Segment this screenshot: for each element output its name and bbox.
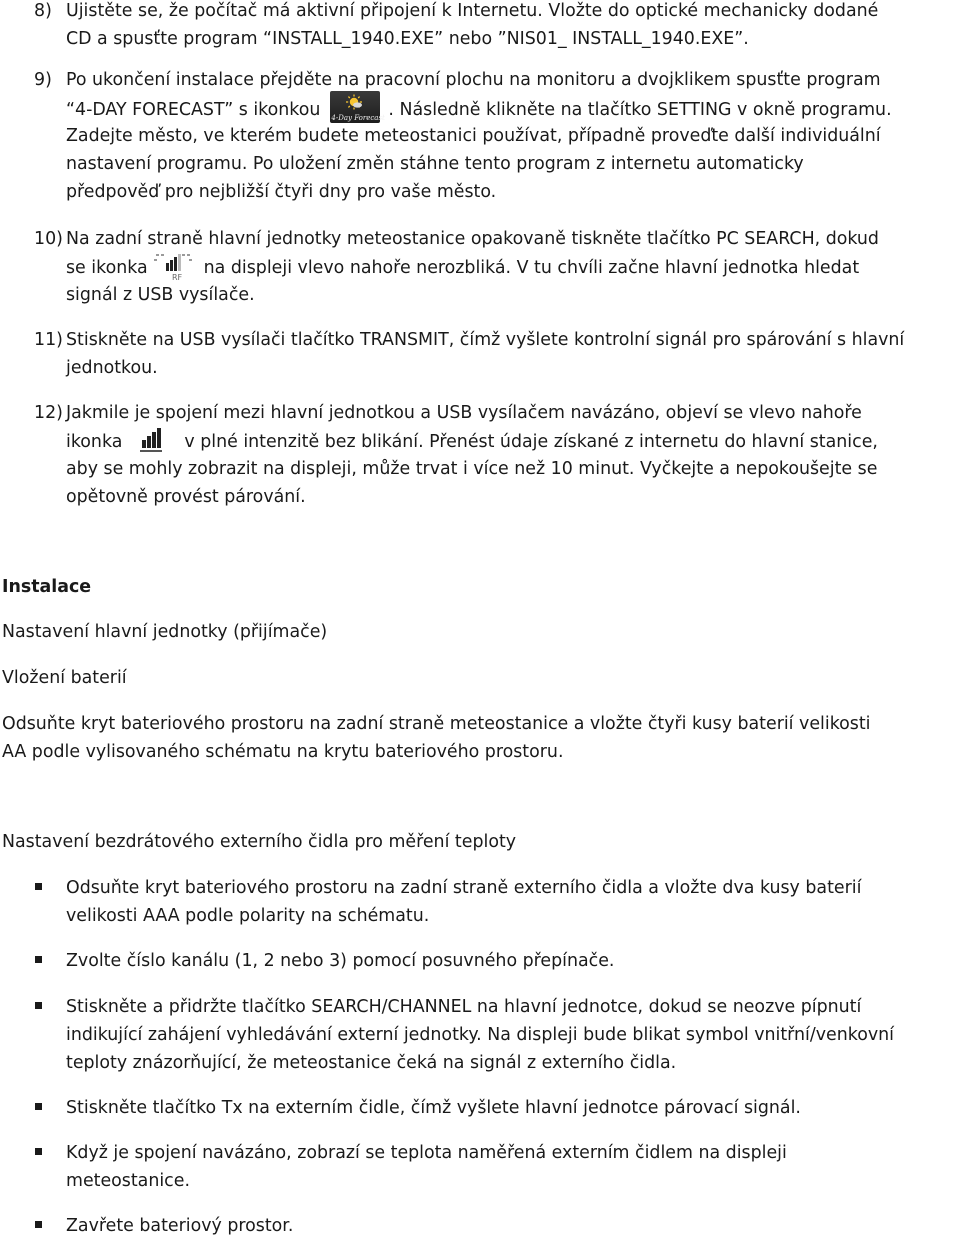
battery-paragraph bbox=[2, 710, 942, 766]
step-line: Jakmile je spojení mezi hlavní jednotkou a USB vysílačem navázáno, objeví se vlevo nahoře bbox=[66, 403, 862, 423]
step-line: Zadejte město, ve kterém budete meteostanici používat, případně proveďte další individuální bbox=[66, 126, 881, 146]
step-number: 9) bbox=[34, 70, 52, 90]
bullet-text bbox=[66, 874, 946, 930]
step-line: opětovně provést párování. bbox=[66, 487, 306, 507]
step-line: Po ukončení instalace přejděte na pracovní plochu na monitoru a dvojklikem spusťte program bbox=[66, 70, 881, 90]
bullet-line: Zvolte číslo kanálu (1, 2 nebo 3) pomocí posuvného přepínače. bbox=[66, 951, 615, 971]
step-number: 10) bbox=[34, 229, 63, 249]
bullet-line: Stiskněte a přidržte tlačítko SEARCH/CHANNEL na hlavní jednotce, dokud se neozve pípnutí bbox=[66, 997, 862, 1017]
paragraph-line: AA podle vylisovaného schématu na krytu bateriového prostoru. bbox=[2, 742, 564, 762]
icon-caption: 4-Day Forecast bbox=[331, 114, 385, 122]
bullet-line: meteostanice. bbox=[66, 1171, 190, 1191]
step-number: 11) bbox=[34, 330, 63, 350]
step-body bbox=[66, 66, 960, 206]
bullet-line: teploty znázorňující, že meteostanice čeká na signál z externího čidla. bbox=[66, 1053, 677, 1073]
step-line-before-icon: ikonka bbox=[66, 432, 123, 452]
step-number: 12) bbox=[34, 403, 63, 423]
bullet-marker bbox=[35, 1002, 42, 1009]
bullet-marker bbox=[35, 1148, 42, 1155]
bullet-marker bbox=[35, 883, 42, 890]
step-line: signál z USB vysílače. bbox=[66, 285, 255, 305]
4-day-forecast-icon bbox=[330, 91, 385, 123]
sensor-heading: Nastavení bezdrátového externího čidla pro měření teploty bbox=[2, 832, 517, 852]
step-line-after-icon: na displeji vlevo nahoře nerozbliká. V tu chvíli začne hlavní jednotka hledat bbox=[203, 258, 860, 278]
bullet-line: Když je spojení navázáno, zobrazí se teplota naměřená externím čidlem na displeji bbox=[66, 1143, 787, 1163]
step-line-with-icon bbox=[66, 253, 960, 281]
bullet-text bbox=[66, 947, 946, 975]
icon-caption: RF bbox=[171, 273, 182, 281]
bullet-line: indikující zahájení vyhledávání externí jednotky. Na displeji bude blikat symbol vnitřní/venkovní bbox=[66, 1025, 894, 1045]
bullet-text bbox=[66, 993, 946, 1077]
bullet-line: Stiskněte tlačítko Tx na externím čidle, čímž vyšlete hlavní jednotce párovací signál. bbox=[66, 1098, 801, 1118]
step-line: Ujistěte se, že počítač má aktivní připojení k Internetu. Vložte do optické mechanicky dodané bbox=[66, 1, 879, 21]
step-line-before-icon: se ikonka bbox=[66, 258, 148, 278]
bullet-marker bbox=[35, 1103, 42, 1110]
step-line: jednotkou. bbox=[66, 358, 158, 378]
battery-heading: Vložení baterií bbox=[2, 668, 127, 688]
installation-heading: Instalace bbox=[2, 577, 92, 597]
step-line: předpověď pro nejbližší čtyři dny pro vaše město. bbox=[66, 182, 497, 202]
step-line: Na zadní straně hlavní jednotky meteostanice opakovaně tiskněte tlačítko PC SEARCH, dokud bbox=[66, 229, 879, 249]
step-body bbox=[66, 0, 960, 53]
bullet-line: velikosti AAA podle polarity na schématu. bbox=[66, 906, 430, 926]
step-line: CD a spusťte program “INSTALL_1940.EXE” nebo ”NIS01_ INSTALL_1940.EXE”. bbox=[66, 29, 749, 49]
step-number: 8) bbox=[34, 1, 52, 21]
step-line-after-icon: . Následně klikněte na tlačítko SETTING v okně programu. bbox=[388, 100, 892, 120]
rf-signal-icon bbox=[152, 251, 194, 281]
step-line-with-icon bbox=[66, 94, 960, 122]
main-unit-heading: Nastavení hlavní jednotky (přijímače) bbox=[2, 622, 328, 642]
step-line: Stiskněte na USB vysílači tlačítko TRANSMIT, čímž vyšlete kontrolní signál pro spárování s hlavní bbox=[66, 330, 905, 350]
step-line: nastavení programu. Po uložení změn stáhne tento program z internetu automaticky bbox=[66, 154, 804, 174]
bullet-text bbox=[66, 1212, 946, 1240]
step-body bbox=[66, 399, 960, 511]
bullet-line: Odsuňte kryt bateriového prostoru na zadní straně externího čidla a vložte dva kusy baterií bbox=[66, 878, 862, 898]
bullet-line: Zavřete bateriový prostor. bbox=[66, 1216, 294, 1236]
bullet-text bbox=[66, 1139, 946, 1195]
step-line-before-icon: “4-DAY FORECAST” s ikonkou bbox=[66, 100, 321, 120]
step-body bbox=[66, 225, 960, 309]
paragraph-line: Odsuňte kryt bateriového prostoru na zadní straně meteostanice a vložte čtyři kusy baterií velikosti bbox=[2, 714, 871, 734]
bullet-text bbox=[66, 1094, 946, 1122]
step-line-with-icon bbox=[66, 427, 960, 455]
step-line: aby se mohly zobrazit na displeji, může trvat i více než 10 minut. Vyčkejte a nepokoušejte se bbox=[66, 459, 878, 479]
bullet-marker bbox=[35, 956, 42, 963]
bullet-marker bbox=[35, 1221, 42, 1228]
signal-full-icon bbox=[130, 425, 172, 455]
step-body bbox=[66, 326, 960, 382]
step-line-after-icon: v plné intenzitě bez blikání. Přenést údaje získané z internetu do hlavní stanice, bbox=[184, 432, 878, 452]
